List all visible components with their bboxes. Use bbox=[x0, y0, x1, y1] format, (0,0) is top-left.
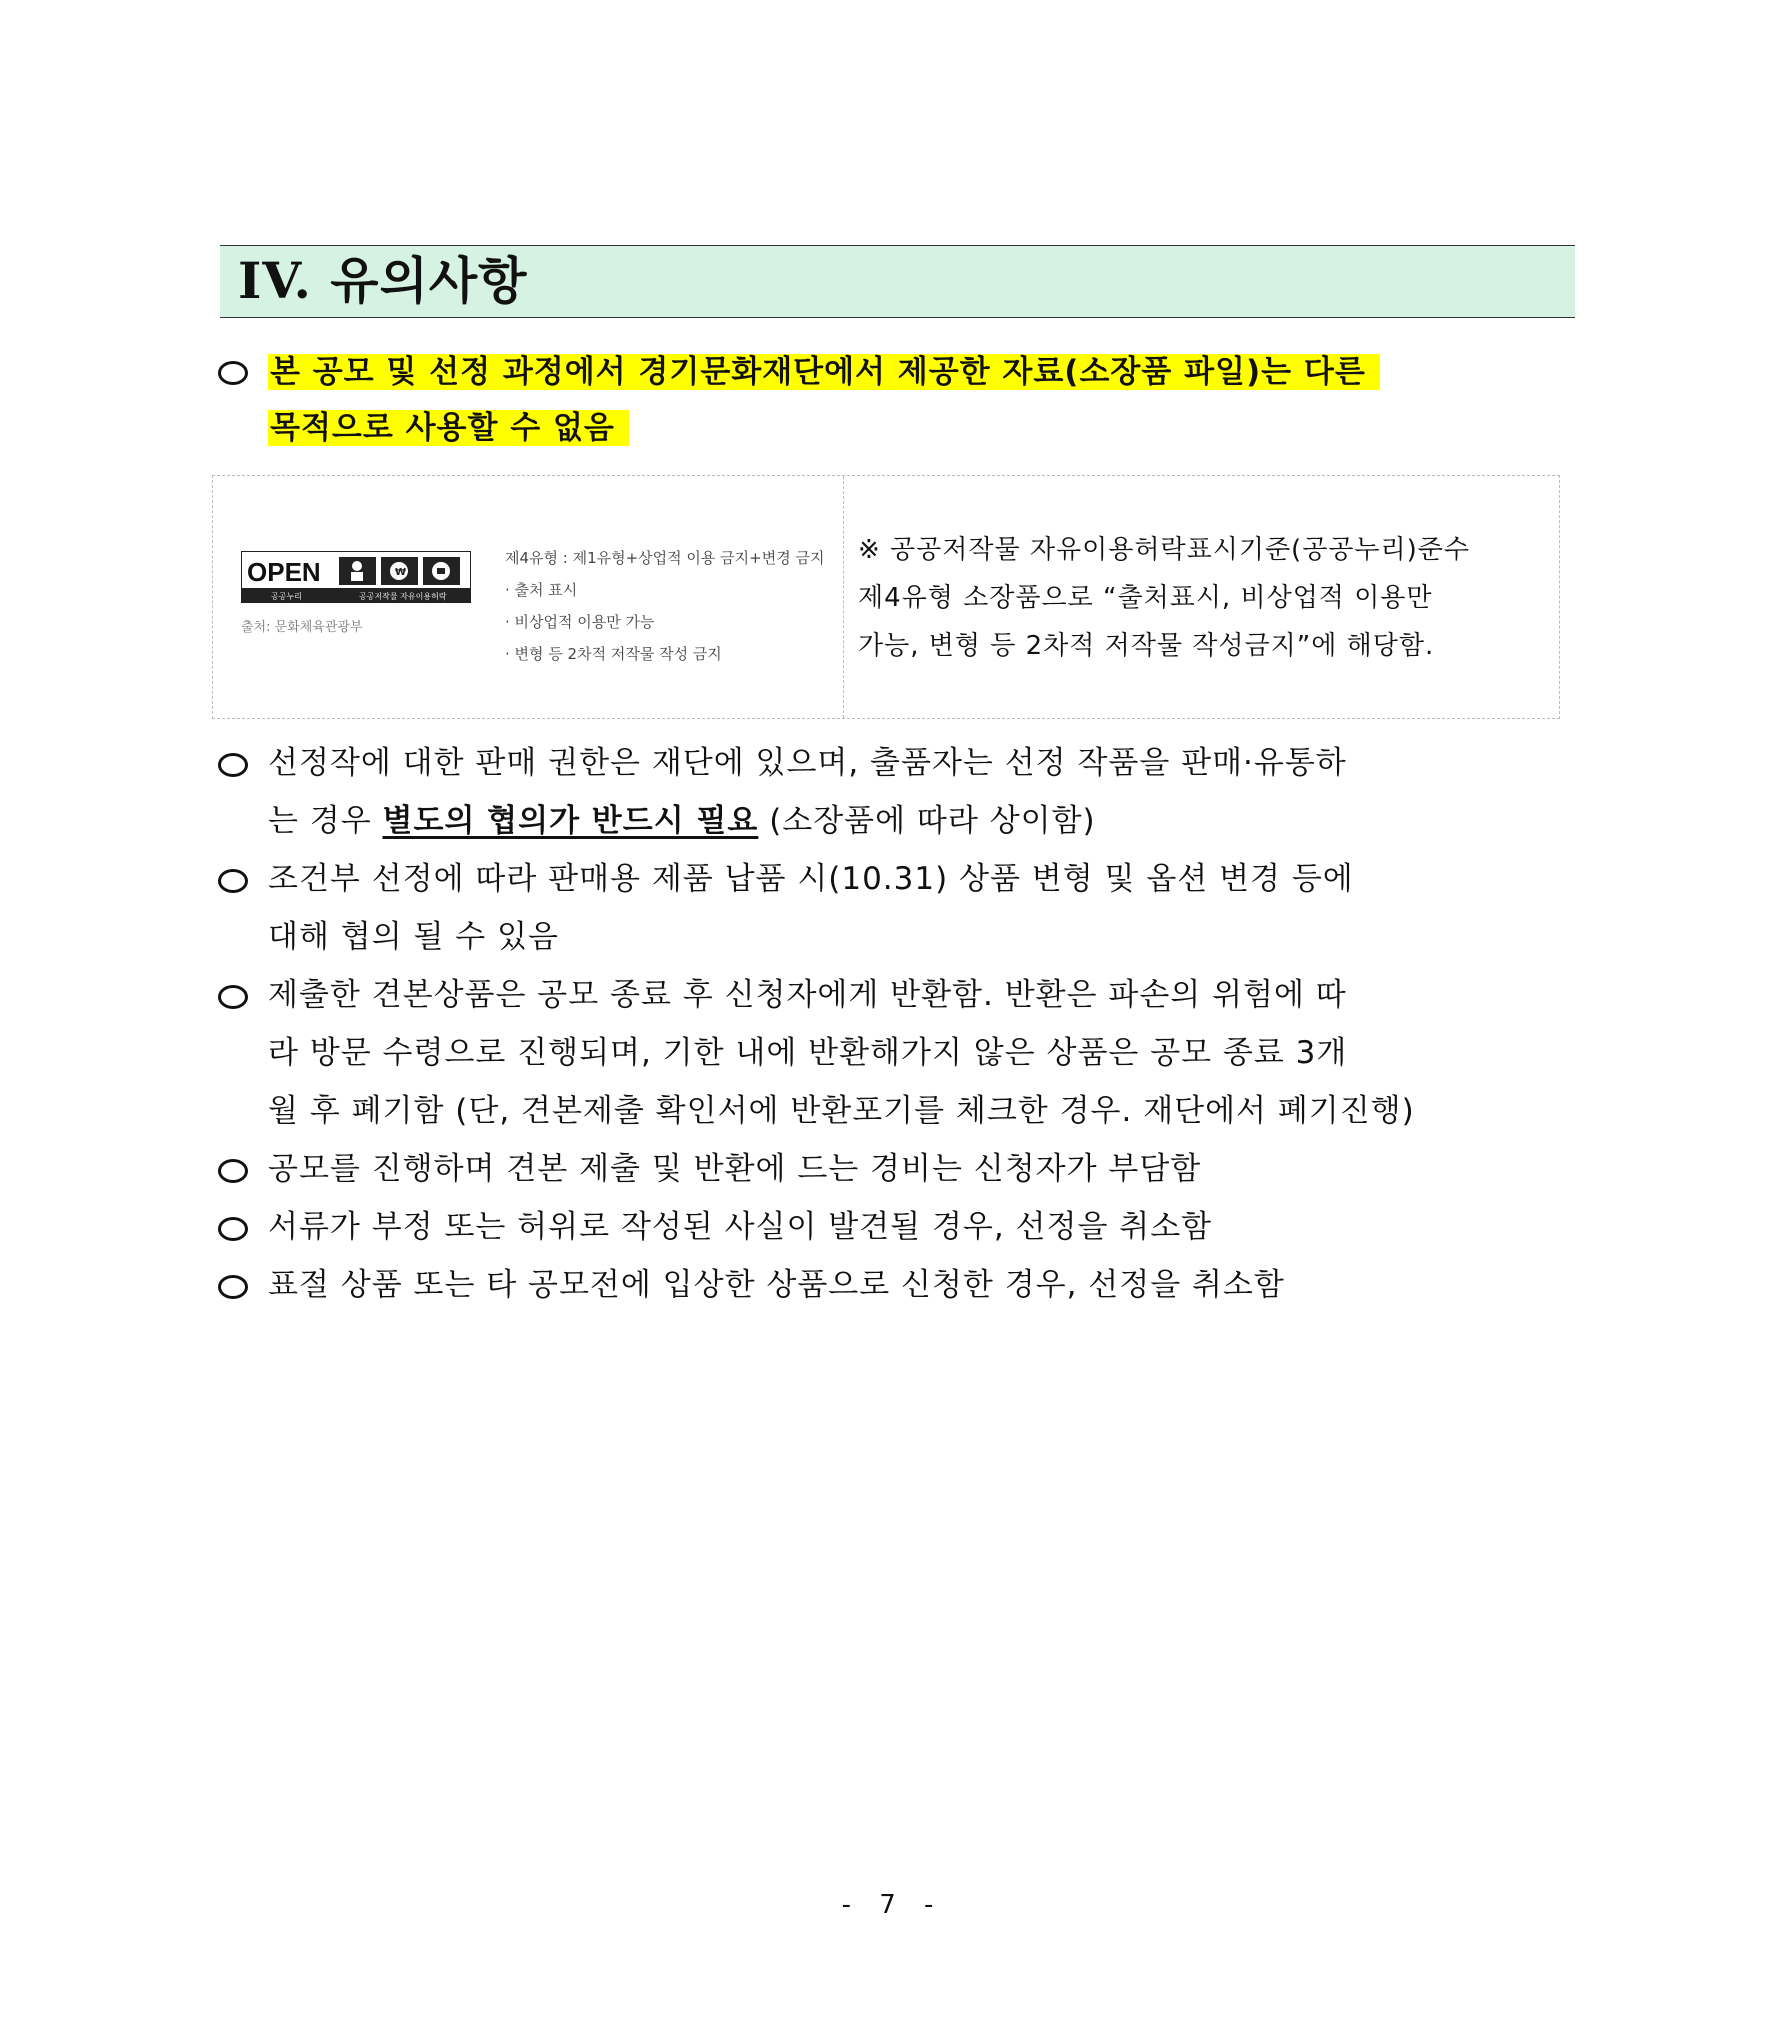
license-source: 출처: 문화체육관광부 bbox=[241, 620, 363, 635]
open-license-logo bbox=[241, 551, 471, 603]
notice-4-line-2: 라 방문 수령으로 진행되며, 기한 내에 반환해가지 않은 상품은 공모 종료 3개 bbox=[268, 1035, 1348, 1071]
section-title-text: 유의사항 bbox=[330, 252, 528, 310]
circle-bullet-icon bbox=[218, 1217, 248, 1241]
notice-4-line-3: 월 후 폐기함 (단, 견본제출 확인서에 반환포기를 체크한 경우. 재단에서 폐기진행) bbox=[268, 1093, 1415, 1129]
license-divider bbox=[843, 476, 844, 718]
notice-1-line-2: 목적으로 사용할 수 없음 bbox=[268, 410, 629, 446]
section-numeral: IV. bbox=[238, 251, 312, 310]
notice-2-line-2 bbox=[268, 801, 1096, 841]
circle-bullet-icon bbox=[218, 1275, 248, 1299]
circle-bullet-icon bbox=[218, 361, 248, 385]
notice-2-line-1: 선정작에 대한 판매 권한은 재단에 있으며, 출품자는 선정 작품을 판매·유통하 bbox=[268, 745, 1347, 781]
notice-3-line-2: 대해 협의 될 수 있음 bbox=[268, 919, 559, 955]
svg-text:₩: ₩ bbox=[395, 567, 407, 578]
notice-2-prefix: 는 경우 bbox=[268, 803, 383, 839]
license-term: · 출처 표시 bbox=[505, 581, 578, 599]
license-term: · 변형 등 2차적 저작물 작성 금지 bbox=[505, 645, 722, 663]
license-note-line: 제4유형 소장품으로 “출처표시, 비상업적 이용만 bbox=[858, 583, 1433, 613]
notice-6-line-1: 서류가 부정 또는 허위로 작성된 사실이 발견될 경우, 선정을 취소함 bbox=[268, 1209, 1213, 1245]
page-number: - 7 - bbox=[841, 1890, 944, 1920]
svg-text:공공누리: 공공누리 bbox=[271, 592, 302, 601]
notice-2-emphasis: 별도의 협의가 반드시 필요 bbox=[382, 803, 759, 839]
circle-bullet-icon bbox=[218, 1159, 248, 1183]
notice-4-line-1: 제출한 견본상품은 공모 종료 후 신청자에게 반환함. 반환은 파손의 위험에 따 bbox=[268, 977, 1347, 1013]
license-term: · 비상업적 이용만 가능 bbox=[505, 613, 655, 631]
notice-7-line-1: 표절 상품 또는 타 공모전에 입상한 상품으로 신청한 경우, 선정을 취소함 bbox=[268, 1267, 1285, 1303]
svg-text:공공저작물 자유이용허락: 공공저작물 자유이용허락 bbox=[359, 592, 447, 601]
circle-bullet-icon bbox=[218, 985, 248, 1009]
notice-1-line-1: 본 공모 및 선정 과정에서 경기문화재단에서 제공한 자료(소장품 파일)는 다른 bbox=[268, 354, 1380, 390]
circle-bullet-icon bbox=[218, 753, 248, 777]
license-note-line: ※ 공공저작물 자유이용허락표시기준(공공누리)준수 bbox=[858, 535, 1471, 565]
license-note bbox=[858, 526, 1470, 670]
circle-bullet-icon bbox=[218, 869, 248, 893]
notice-5-line-1: 공모를 진행하며 견본 제출 및 반환에 드는 경비는 신청자가 부담함 bbox=[268, 1151, 1202, 1187]
license-term: 제4유형 : 제1유형+상업적 이용 금지+변경 금지 bbox=[505, 549, 825, 567]
svg-text:OPEN: OPEN bbox=[247, 557, 321, 587]
section-header bbox=[220, 245, 1575, 318]
license-terms bbox=[505, 542, 824, 670]
section-title bbox=[238, 250, 527, 312]
license-box bbox=[212, 475, 1560, 719]
license-note-line: 가능, 변형 등 2차적 저작물 작성금지”에 해당함. bbox=[858, 631, 1435, 661]
notice-2-suffix: (소장품에 따라 상이함) bbox=[758, 803, 1096, 839]
notice-3-line-1: 조건부 선정에 따라 판매용 제품 납품 시(10.31) 상품 변형 및 옵션 변경 등에 bbox=[268, 861, 1354, 897]
